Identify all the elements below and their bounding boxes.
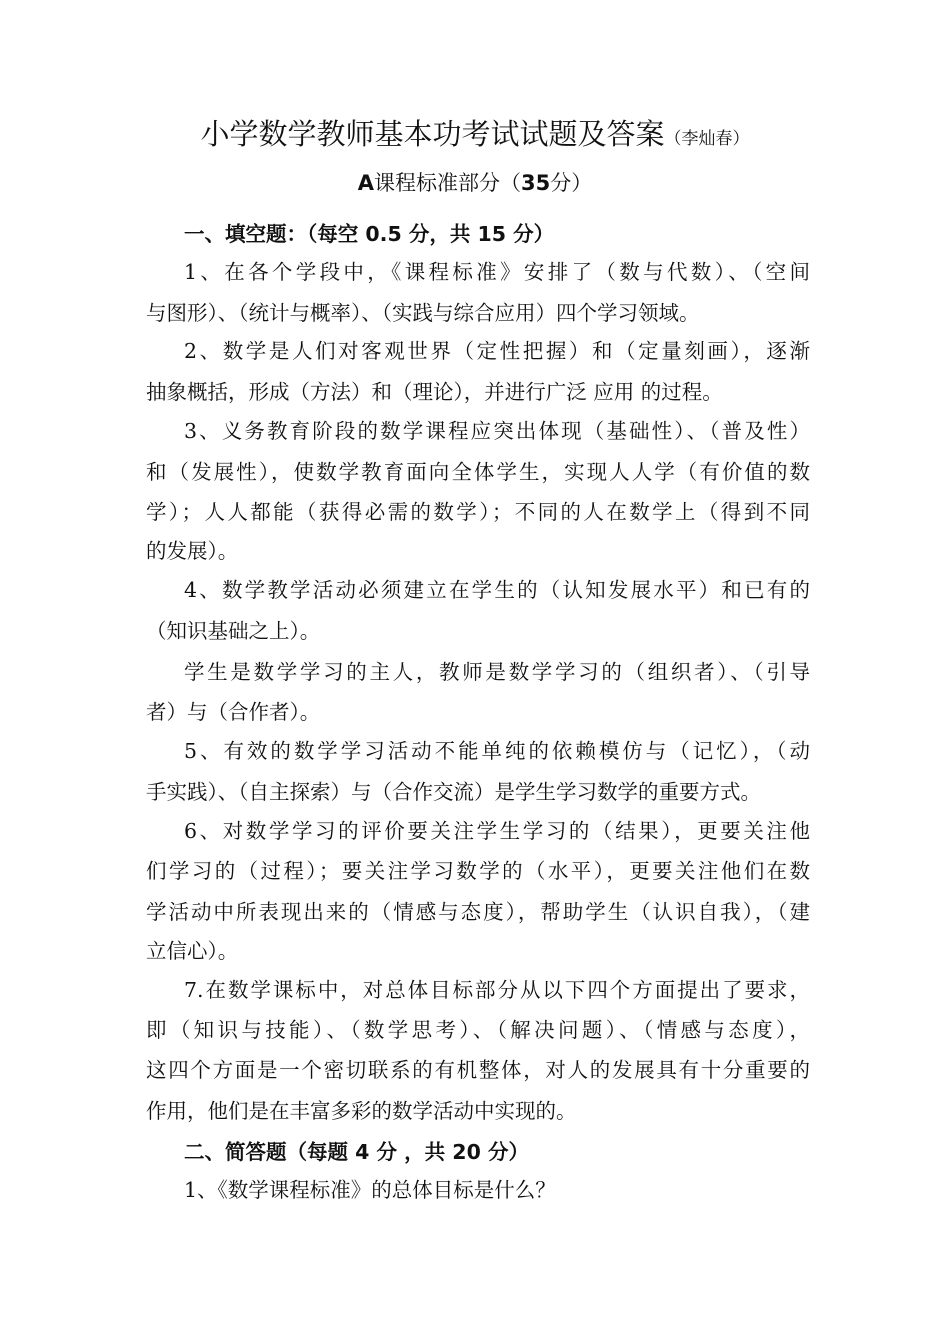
question-3-line-4: 的发展）。 bbox=[146, 539, 239, 563]
question-7-line-4: 作用，他们是在丰富多彩的数学活动中实现的。 bbox=[146, 1099, 577, 1123]
question-5-line-1: 5、有效的数学学习活动不能单纯的依赖模仿与（记忆），（动 bbox=[184, 739, 810, 763]
section-score: 35 bbox=[521, 171, 551, 195]
heading-short-answer: 二、简答题（每题 4 分 ，共 20 分） bbox=[184, 1140, 529, 1164]
heading-fill-in: 一、填空题：（每空 0.5 分，共 15 分） bbox=[184, 222, 555, 246]
section-letter: A bbox=[357, 171, 375, 195]
section-title: 课程标准部分（ bbox=[374, 171, 522, 195]
statement-line-2: 者）与（合作者）。 bbox=[146, 700, 321, 724]
question-1-line-2: 与图形）、（统计与概率）、（实践与综合应用）四个学习领域。 bbox=[146, 301, 700, 325]
question-4-line-2: （知识基础之上）。 bbox=[146, 619, 321, 643]
question-7-line-2: 即（知识与技能）、（数学思考）、（解决问题）、（情感与态度）， bbox=[146, 1018, 810, 1042]
section-heading bbox=[0, 166, 950, 200]
question-6-line-4: 立信心）。 bbox=[146, 939, 239, 963]
question-4-line-1: 4、数学教学活动必须建立在学生的（认知发展水平）和已有的 bbox=[184, 578, 810, 602]
short-answer-question-1: 1、《数学课程标准》的总体目标是什么？ bbox=[184, 1178, 556, 1202]
section-score-unit: 分） bbox=[550, 171, 593, 195]
document-title bbox=[0, 112, 950, 161]
question-6-line-2: 们学习的（过程）；要关注学习数学的（水平），更要关注他们在数 bbox=[146, 859, 810, 883]
question-5-line-2: 手实践）、（自主探索）与（合作交流）是学生学习数学的重要方式。 bbox=[146, 780, 761, 804]
question-7-line-3: 这四个方面是一个密切联系的有机整体，对人的发展具有十分重要的 bbox=[146, 1058, 810, 1082]
question-3-line-1: 3、义务教育阶段的数学课程应突出体现（基础性）、（普及性） bbox=[184, 419, 810, 443]
question-7-line-1: 7.在数学课标中，对总体目标部分从以下四个方面提出了要求， bbox=[184, 978, 810, 1002]
question-1-line-1: 1、在各个学段中，《课程标准》安排了（数与代数）、（空间 bbox=[184, 260, 810, 284]
question-3-line-2: 和（发展性），使数学教育面向全体学生，实现人人学（有价值的数 bbox=[146, 460, 810, 484]
question-6-line-3: 学活动中所表现出来的（情感与态度），帮助学生（认识自我），（建 bbox=[146, 900, 810, 924]
question-2-line-1: 2、数学是人们对客观世界（定性把握）和（定量刻画），逐渐 bbox=[184, 339, 810, 363]
question-2-line-2: 抽象概括，形成（方法）和（理论），并进行广泛 应用 的过程。 bbox=[146, 380, 723, 404]
question-6-line-1: 6、对数学学习的评价要关注学生学习的（结果），更要关注他 bbox=[184, 819, 810, 843]
author-name: （李灿春） bbox=[664, 129, 750, 149]
title-text: 小学数学教师基本功考试试题及答案 bbox=[200, 117, 665, 151]
question-3-line-3: 学）；人人都能（获得必需的数学）；不同的人在数学上（得到不同 bbox=[146, 500, 810, 524]
statement-line-1: 学生是数学学习的主人，教师是数学学习的（组织者）、（引导 bbox=[184, 660, 810, 684]
